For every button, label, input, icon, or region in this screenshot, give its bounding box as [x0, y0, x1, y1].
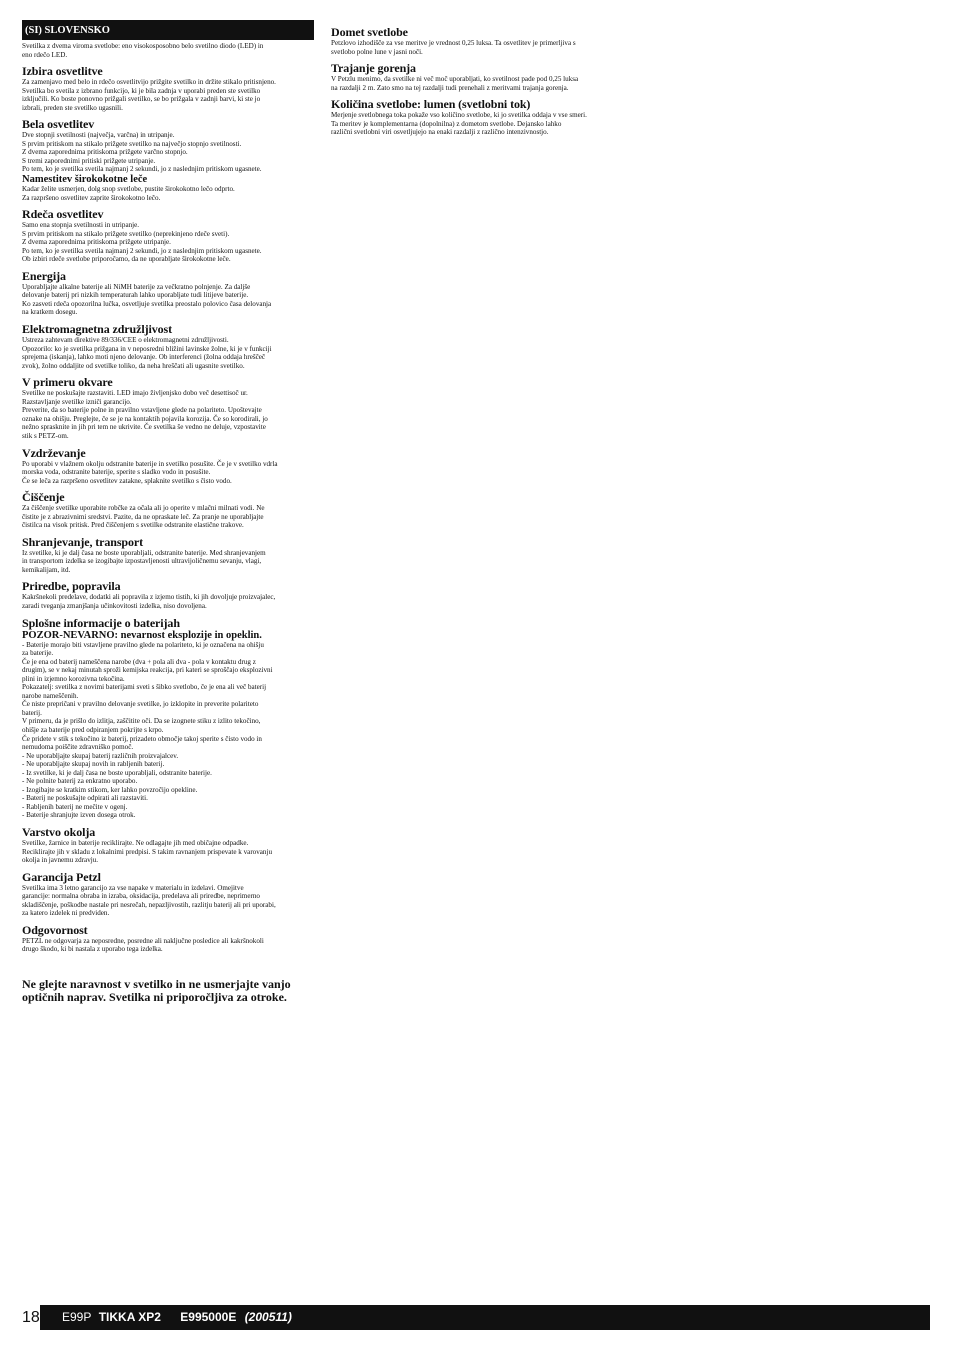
section-title: Splošne informacije o baterijah: [22, 615, 180, 630]
section-title: Odgovornost: [22, 922, 88, 937]
section-title: Elektromagnetna združljivost: [22, 322, 172, 337]
section-splosne-informacije-o-baterijah: [22, 616, 314, 630]
product-model: TIKKA XP2: [98, 1310, 161, 1324]
section-title: Rdeča osvetlitev: [22, 207, 104, 222]
section-pozor-nevarno-nevarnost-eksplozije-in-opeklin: [22, 630, 314, 820]
section-shranjevanje-transport: [22, 535, 314, 575]
section-namestitev-sirokokotne-lece: [22, 174, 314, 202]
right-sections: [331, 25, 623, 137]
section-priredbe-popravila: [22, 579, 314, 610]
document-reference: E995000E: [180, 1310, 237, 1324]
section-title: Izbira osvetlitve: [22, 64, 103, 79]
section-title: Shranjevanje, transport: [22, 534, 144, 549]
section-text: Po uporabi v vlažnem okolju odstranite baterije in svetilko posušite. Če je v svetilko vdrla morska voda, odstranite baterije, sperite s sladko vodo in posušite. Če se leča za razpršeno osvetlitev zatakne, splaknite svetilko s čisto vodo.: [22, 459, 278, 485]
section-text: Kakršnekoli predelave, dodatki ali popravila z izjemo tistih, ki jih dovoljuje proizvajalec, zaradi tveganja zmanjšanja učinkovitosti izdelka, niso dovoljena.: [22, 593, 276, 610]
section-varstvo-okolja: [22, 825, 314, 865]
section-text: Iz svetilke, ki je dalj časa ne boste uporabljali, odstranite baterije. Med shranjevanjem in transportom izdelka se izogibajte izpostavljenosti ultravijoličnemu sevanju, vlagi, kemikalijam, itd.: [22, 548, 266, 574]
section-text: Uporabljajte alkalne baterije ali NiMH baterije za večkratno polnjenje. Za daljše delovanje baterij pri nizkih temperaturah lahko uporabljate tudi litijeve baterije. Ko zasveti rdeča opozorilna lučka, osvetljuje svetilka preostalo polovico časa delovanja na kratkem dosegu.: [22, 282, 272, 317]
section-energija: [22, 269, 314, 317]
page-footer: [22, 1305, 930, 1330]
section-text: Za čiščenje svetilke uporabite robčke za očala ali jo operite v mlačni milnati vodi. Ne čistite je z abrazivnimi sredstvi. Pazite, da ne opraskate leč. Za pranje ne uporabljajte čistilca na visok pritisk. Pred čiščenjem s svetilke odstranite elastične trakove.: [22, 504, 265, 530]
section-title: Priredbe, popravila: [22, 579, 121, 594]
section-text: Svetilke, žarnice in baterije reciklirajte. Ne odlagajte jih med običajne odpadke. Reciklirajte jih v skladu z lokalnimi predpisi. S takim ravnanjem prispevate k varovanju okolja in javnemu zdravju.: [22, 839, 272, 865]
section-title: Garancija Petzl: [22, 869, 101, 884]
section-text: Dve stopnji svetilnosti (največja, varčna) in utripanje. S prvim pritiskom na stikalo prižgete svetilko na največjo stopnjo svetilnosti. Z dvema zaporednima pritiskoma prižgete varčno stopnjo. S tremi zaporednimi pritiski prižgete utripanje. Po tem, ko je svetilka svetila najmanj 2 sekundi, jo z naslednjim pritiskom ugasnete.: [22, 131, 262, 174]
section-title: Trajanje gorenja: [331, 61, 416, 76]
section-trajanje-gorenja: [331, 61, 623, 92]
section-title: Varstvo okolja: [22, 825, 96, 839]
section-text: - Baterije morajo biti vstavljene pravilno glede na polariteto, ki je označena na ohišju za baterije. Če je ena od baterij nameščena narobe (dva + pola ali dva - pola v kontaktu drug z drugim), se v nekaj minutah sproži kemijska reakcija, pri kateri se sproščajo eksplozivni plini in izjemno korozivna tekočina. Pokazatelj: svetilka z novimi baterijami sveti s šibko svetlobo, če je ena ali več baterij narobe nameščenih. Če niste prepričani v pravilno delovanje svetilke, jo izklopite in preverite polariteto baterij. V primeru, da je prišlo do izlitja, zaščitite oči. Da se izognete stiku z izlito tekočino, ohišje za baterije pred odpiranjem pokrijte s krpo. Če pridete v stik s tekočino iz baterij, prizadeto območje takoj sperite s čisto vodo in nemudoma poiščite zdravniško pomoč. - Ne uporabljajte skupaj baterij različnih proizvajalcev. - Ne uporabljajte skupaj novih in rabljenih baterij. - Iz svetilke, ki je dalj časa ne boste uporabljali, odstranite baterije. - Ne polnite baterij za enkratno uporabo. - Izogibajte se kratkim stikom, ker lahko povzročijo opekline. - Baterij ne poskušajte odpirati ali razstaviti. - Rabljenih baterij ne mečite v ogenj. - Baterije shranjujte izven dosega otrok.: [22, 640, 273, 820]
section-v-primeru-okvare: [22, 375, 314, 440]
section-text: Svetilka ima 3 letno garancijo za vse napake v materialu in izdelavi. Omejitve garancije: normalna obraba in izraba, oksidacija, predelava ali priredbe, neprimerno skladiščenje, poškodbe nastale pri nesrečah, nepazljivostih, razlitju baterij ali pri uporabi, za katero izdelek ni predviden.: [22, 883, 276, 918]
section-rdeca-osvetlitev: [22, 207, 314, 264]
section-ciscenje: [22, 490, 314, 530]
section-title: Vzdrževanje: [22, 445, 86, 460]
section-text: Samo ena stopnja svetilnosti in utripanje. S prvim pritiskom na stikalo prižgete svetilko (neprekinjeno rdeče sveti). Z dvema zaporednima pritiskoma prižgete utripanje. Po tem, ko je svetilka svetila najmanj 2 sekundi, jo z naslednjim pritiskom ugasnete. Ob izbiri rdeče svetlobe priporočamo, da ne uporabljate širokokotne leče.: [22, 221, 262, 264]
safety-warning: Ne glejte naravnost v svetilko in ne usmerjajte vanjo optičnih naprav. Svetilka ni priporočljiva za otroke.: [22, 976, 291, 1005]
section-title: Energija: [22, 268, 66, 283]
left-sections: [22, 42, 314, 954]
section-title: Bela osvetlitev: [22, 117, 95, 132]
section-text: Petzlovo izhodišče za vse meritve je vrednost 0,25 luksa. Ta osvetlitev je primerljiva s svetlobo polne lune v jasni noči.: [331, 39, 576, 56]
section-text: V Petzlu menimo, da svetilke ni več moč uporabljati, ko svetilnost pade pod 0,25 luksa na razdalji 2 m. Zato smo na tej razdalji tudi prenehali z meritvami trajanja gorenja.: [331, 75, 579, 92]
section-vzdrzevanje: [22, 446, 314, 486]
section-title: Količina svetlobe: lumen (svetlobni tok): [331, 97, 531, 112]
section-title: Domet svetlobe: [331, 25, 408, 39]
section-subtitle: Namestitev širokokotne leče: [22, 174, 148, 186]
section-odgovornost: [22, 923, 314, 954]
section-text: Merjenje svetlobnega toka pokaže vso količino svetlobe, ki jo svetilka oddaja v vse smeri. Ta meritev je komplementarna (dopolnilna) z dometom svetlobe. Dejansko lahko različni svetlobni viri osvetljujejo na enaki razdalji z različno intenzivnostjo.: [331, 111, 587, 137]
section-bela-osvetlitev: [22, 117, 314, 174]
section-title: Čiščenje: [22, 490, 65, 505]
footer-bar: [40, 1305, 930, 1330]
section-elektromagnetna-zdruzljivost: [22, 322, 314, 370]
section-text: Kadar želite usmerjen, dolg snop svetlobe, pustite širokokotno lečo odprto. Za razpršeno osvetlitev zaprite širokokotno lečo.: [22, 185, 235, 202]
left-column: [22, 20, 314, 1005]
section-domet-svetlobe: [331, 25, 623, 56]
document-date: (200511): [244, 1310, 292, 1324]
section-garancija-petzl: [22, 870, 314, 918]
section-kolicina-svetlobe-lumen-svetlobni-tok: [331, 97, 623, 137]
section-text: Ustreza zahtevam direktive 89/336/CEE o elektromagnetni združljivosti. Opozorilo: ko je svetilka prižgana in v neposredni bližini lavinske žolne, ki je v funkciji sprejema (iskanja), lahko moti njeno delovanje. Ob interferenci (žolna oddaja hreščeč zvok), žolno oddaljite od svetilke toliko, da neha hreščati ali ugasnite svetilko.: [22, 336, 272, 370]
section-izbira-osvetlitve: [22, 64, 314, 112]
section-intro: [22, 42, 314, 59]
page-number: 18: [22, 1309, 40, 1326]
section-text: Svetilka z dvema viroma svetlobe: eno visokosposobno belo svetilno diodo (LED) in eno rdečo LED.: [22, 42, 264, 59]
right-column: [331, 20, 623, 137]
language-header: (SI) SLOVENSKO: [22, 20, 314, 40]
section-text: Svetilke ne poskušajte razstaviti. LED imajo življenjsko dobo več desettisoč ur. Razstavljanje svetilke izniči garancijo. Preverite, da so baterije polne in pravilno vstavljene glede na polariteto. Upoštevajte oznake na ohišju. Preglejte, če se je na kontaktih pojavila korozija. Če so korodirali, jo nežno sprasknite in jih pri tem ne ukrivite. Če svetilka še vedno ne deluje, vzpostavite stik s PETZ-om.: [22, 389, 268, 440]
product-code: E99P: [62, 1310, 92, 1324]
section-text: PETZL ne odgovarja za neposredne, posredne ali naključne posledice ali kakršnokoli drugo škodo, ki bi nastala z uporabo tega izdelka.: [22, 936, 264, 954]
section-subtitle: POZOR-NEVARNO: nevarnost eksplozije in opeklin.: [22, 629, 262, 641]
section-text: Za zamenjavo med belo in rdečo osvetlitvijo prižgite svetilko in držite stikalo pritisnjeno. Svetilka bo svetila z izbrano funkcijo, ki je bila zadnja v uporabi preden ste svetilko izključili. Ko boste ponovno prižgali svetilko, se bo prižgala v zadnji barvi, ki ste jo izbrali, preden ste svetilko ugasnili.: [22, 78, 276, 112]
section-title: V primeru okvare: [22, 375, 113, 390]
